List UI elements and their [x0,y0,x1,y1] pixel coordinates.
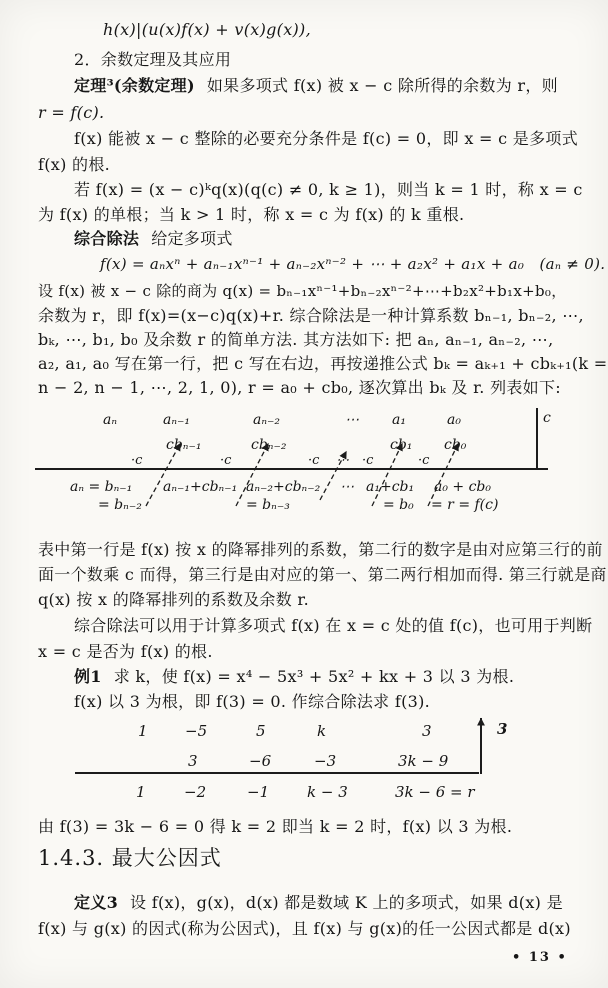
diagram-times-c-label: ·c [131,453,143,468]
diagram-cell-cbn2: cbₙ₋₂ [251,437,287,453]
ex-row2-c3: −3 [314,752,337,770]
diagram-eq-bn3: = bₙ₋₃ [246,497,290,513]
synthetic-division-label: 综合除法 [74,229,140,248]
diagram-eq-r-fc: = r = f(c) [431,497,499,513]
synthetic-division-intro [74,229,233,249]
theorem-3-conclusion: r = f(c). [38,103,105,122]
ex-row2-c4: 3k − 9 [398,752,449,770]
diagram-times-c-label: ·c [362,453,374,468]
diagram-sum-3: a₁+cb₁ [366,479,415,495]
formula-polynomial-fx: f(x) = aₙxⁿ + aₙ₋₁xⁿ⁻¹ + aₙ₋₂xⁿ⁻² + ⋯ + a₂x² + a₁x + a₀ (aₙ ≠ 0). [100,255,606,273]
paragraph-divisibility-line2: f(x) 的根. [38,155,111,174]
diagram-sum-4: a₀ + cb₀ [434,479,492,495]
ex-row2-c2: −6 [249,752,272,770]
ex-row3-c1: 1 [136,783,146,801]
synthetic-division-text: 给定多项式 [151,229,233,248]
definition-3-line [74,893,563,913]
diagram-cell-dots1: ⋯ [345,412,359,428]
paragraph-method-line1: bₖ, ⋯, b₁, b₀ 及余数 r 的简单方法. 其方法如下: 把 aₙ, aₙ₋₁, aₙ₋₂, ⋯, [38,330,554,349]
diagram-cell-a1: a₁ [392,412,406,428]
paragraph-method-line2: a₂, a₁, a₀ 写在第一行，把 c 写在右边，再按递推公式 bₖ = aₖ₊₁ + cbₖ₊₁(k = [38,354,608,373]
theorem-3-label: 定理³(余数定理) [74,76,195,95]
example-1-text: 求 k，使 f(x) = x⁴ − 5x³ + 5x² + kx + 3 以 3 为根. [113,667,515,686]
section-heading-gcd: 1.4.3. 最大公因式 [38,846,222,870]
ex-multiplier-3: 3 [497,720,508,738]
paragraph-quotient-line2: 余数为 r，即 f(x)=(x−c)q(x)+r. 综合除法是一种计算系数 bₙ₋₁, bₙ₋₂, ⋯, [38,306,584,325]
ex-row3-c4: k − 3 [307,783,348,801]
formula-hx-divides: h(x)|(u(x)f(x) + v(x)g(x)), [103,20,311,39]
diagram-cell-an: aₙ [103,412,118,428]
paragraph-multiplicity-line1: 若 f(x) = (x − c)ᵏq(x)(q(c) ≠ 0, k ≥ 1)，则当 k = 1 时，称 x = c [74,180,583,199]
example-horizontal-rule [75,772,479,774]
diagram-vertical-rule [536,408,538,470]
diagram-times-c-label: ·c [418,453,430,468]
diagram-cell-cb1: cb₁ [390,437,413,453]
ex-row1-c2: −5 [185,722,208,740]
diagram-eq-b0: = b₀ [383,497,414,513]
table-explanation-line2: 面一个数乘 c 而得，第三行是由对应的第一、第二两行相加而得. 第三行就是商 [38,565,607,584]
diagram-dots3: ⋯ [340,479,354,495]
paragraph-multiplicity-line2: 为 f(x) 的单根；当 k > 1 时，称 x = c 为 f(x) 的 k 重根. [38,205,465,224]
ex-row3-c5: 3k − 6 = r [395,783,475,801]
theorem-3-line [74,76,558,96]
diagram-horizontal-rule [35,468,548,470]
definition-3-label: 定义3 [74,893,119,912]
definition-3-text: 设 f(x)，g(x)，d(x) 都是数域 K 上的多项式，如果 d(x) 是 [130,893,563,912]
example-vertical-rule [480,718,482,774]
ex-row2-c1: 3 [188,752,198,770]
diagram-cell-cb0: cb₀ [444,437,467,453]
ex-row3-c3: −1 [247,783,270,801]
ex-row1-c4: k [317,722,327,740]
diagram-sum-1: aₙ₋₁+cbₙ₋₁ [163,479,238,495]
example-conclusion: 由 f(3) = 3k − 6 = 0 得 k = 2 即当 k = 2 时，f(x) 以 3 为根. [38,817,513,836]
page-number: • 13 • [512,950,568,965]
usage-line1: 综合除法可以用于计算多项式 f(x) 在 x = c 处的值 f(c)，也可用于判断 [74,616,593,635]
diagram-cell-a0: a₀ [447,412,461,428]
diagram-cell-cbn1: cbₙ₋₁ [166,437,202,453]
diagram-dots2: ⋯ [336,453,349,468]
table-explanation-line1: 表中第一行是 f(x) 按 x 的降幂排列的系数，第二行的数字是由对应第三行的前 [38,540,603,559]
diagram-cell-an1: aₙ₋₁ [163,412,191,428]
table-explanation-line3: q(x) 按 x 的降幂排列的系数及余数 r. [38,590,309,609]
diagram-multiplier-c: c [543,410,551,426]
paragraph-quotient-line1: 设 f(x) 被 x − c 除的商为 q(x) = bₙ₋₁xⁿ⁻¹+bₙ₋₂xⁿ⁻²+⋯+b₂x²+b₁x+b₀， [38,282,567,300]
subsection-heading-remainder-theorem: 2．余数定理及其应用 [74,50,232,69]
ex-row1-c3: 5 [256,722,266,740]
multiply-arrow [146,444,180,506]
diagram-times-c-label: ·c [220,453,232,468]
diagram-sum-bn1: aₙ = bₙ₋₁ [70,479,133,495]
example-1-line [74,667,514,687]
diagram-cell-an2: aₙ₋₂ [253,412,281,428]
example-1-line2: f(x) 以 3 为根，即 f(3) = 0. 作综合除法求 f(3). [74,692,431,711]
definition-3-line2: f(x) 与 g(x) 的因式(称为公因式)，且 f(x) 与 g(x)的任一公因式都是 d(x) [38,919,571,938]
usage-line2: x = c 是否为 f(x) 的根. [38,642,213,661]
ex-row1-c1: 1 [138,722,148,740]
example-1-label: 例1 [74,667,102,686]
ex-row1-c5: 3 [422,722,432,740]
diagram-sum-2: aₙ₋₂+cbₙ₋₂ [246,479,321,495]
ex-row3-c2: −2 [184,783,207,801]
diagram-times-c-label: ·c [308,453,320,468]
diagram-eq-bn2: = bₙ₋₂ [98,497,142,513]
paragraph-method-line3: n − 2, n − 1, ⋯, 2, 1, 0), r = a₀ + cb₀, 逐次算出 bₖ 及 r. 列表如下: [38,378,561,397]
theorem-3-text: 如果多项式 f(x) 被 x − c 除所得的余数为 r，则 [206,76,558,95]
paragraph-divisibility-line1: f(x) 能被 x − c 整除的必要充分条件是 f(c) = 0，即 x = c 是多项式 [74,129,578,148]
